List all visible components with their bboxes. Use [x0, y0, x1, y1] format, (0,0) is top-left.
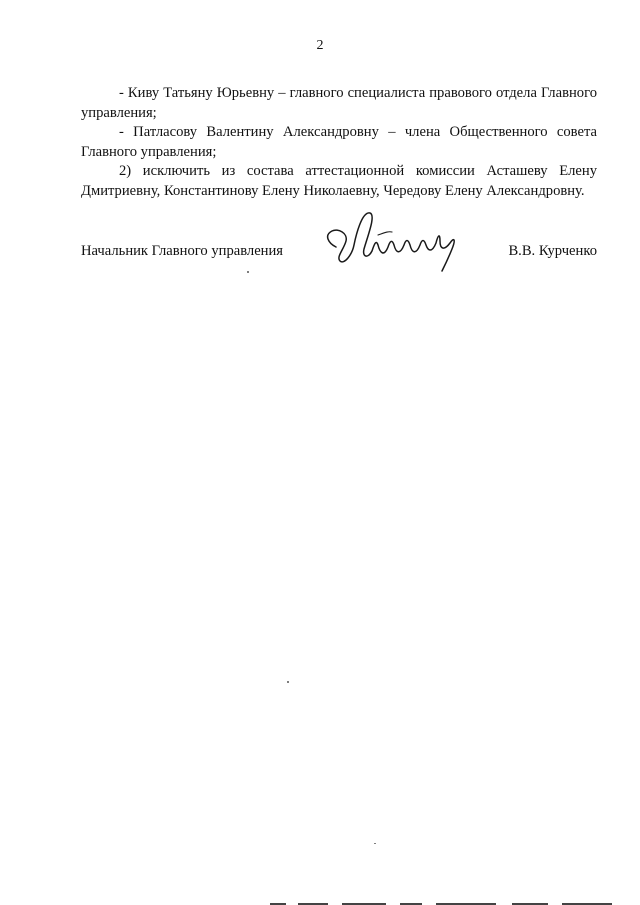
paragraph-member-kiva: - Киву Татьяну Юрьевну – главного специалиста правового отдела Главного управления;	[81, 85, 597, 121]
signatory-name: В.В. Курченко	[508, 243, 597, 259]
signature-icon	[318, 205, 468, 275]
paragraph-exclude-members: 2) исключить из состава аттестационной комиссии Асташеву Елену Дмитриевну, Константинову Елену Николаевну, Чередову Елену Александровну.	[81, 163, 597, 199]
scan-speck	[374, 843, 376, 844]
signatory-title: Начальник Главного управления	[81, 243, 284, 259]
paragraph-member-patlasova: - Патласову Валентину Александровну – члена Общественного совета Главного управления;	[81, 124, 597, 160]
scan-speck	[247, 271, 249, 273]
document-body	[81, 84, 597, 201]
scan-speck	[287, 681, 289, 683]
page-number: 2	[316, 38, 324, 53]
